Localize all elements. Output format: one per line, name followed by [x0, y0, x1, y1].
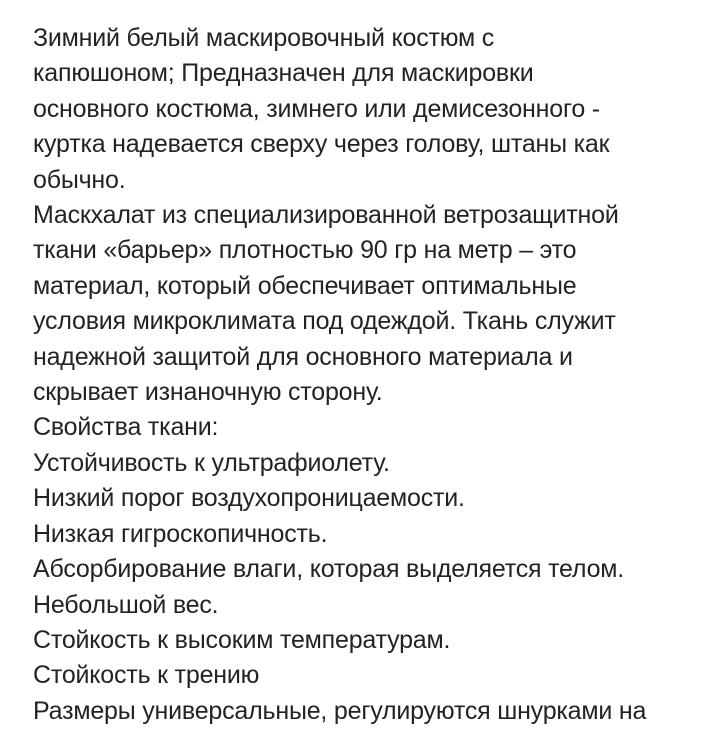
text-line: ткани «барьер» плотностью 90 гр на метр – это — [33, 236, 577, 265]
text-line: Устойчивость к ультрафиолету. — [33, 448, 390, 477]
text-line: Низкий порог воздухопроницаемости. — [33, 484, 465, 513]
text-line: условия микроклимата под одеждой. Ткань служит — [33, 307, 616, 336]
text-line: надежной защитой для основного материала и — [33, 342, 573, 371]
text-line: Низкая гигроскопичность. — [33, 519, 328, 548]
text-line: Небольшой вес. — [33, 590, 219, 619]
text-line: обычно. — [33, 165, 126, 194]
text-line: Абсорбирование влаги, которая выделяется телом. — [33, 555, 625, 584]
text-line: Маскхалат из специализированной ветрозащитной — [33, 201, 619, 230]
text-line: Стойкость к трению — [33, 661, 260, 690]
text-line: Размеры универсальные, регулируются шнурками на — [33, 696, 647, 725]
text-line: Стойкость к высоким температурам. — [33, 625, 451, 654]
text-line: скрывает изнаночную сторону. — [33, 378, 383, 407]
text-line: капюшоном; Предназначен для маскировки — [33, 59, 534, 88]
text-line: куртка надевается сверху через голову, штаны как — [33, 130, 610, 159]
text-line: материал, который обеспечивает оптимальные — [33, 271, 577, 300]
product-description — [33, 21, 646, 729]
text-line: основного костюма, зимнего или демисезонного - — [33, 94, 600, 123]
text-line: Свойства ткани: — [33, 413, 219, 442]
text-line: Зимний белый маскировочный костюм с — [33, 24, 495, 52]
